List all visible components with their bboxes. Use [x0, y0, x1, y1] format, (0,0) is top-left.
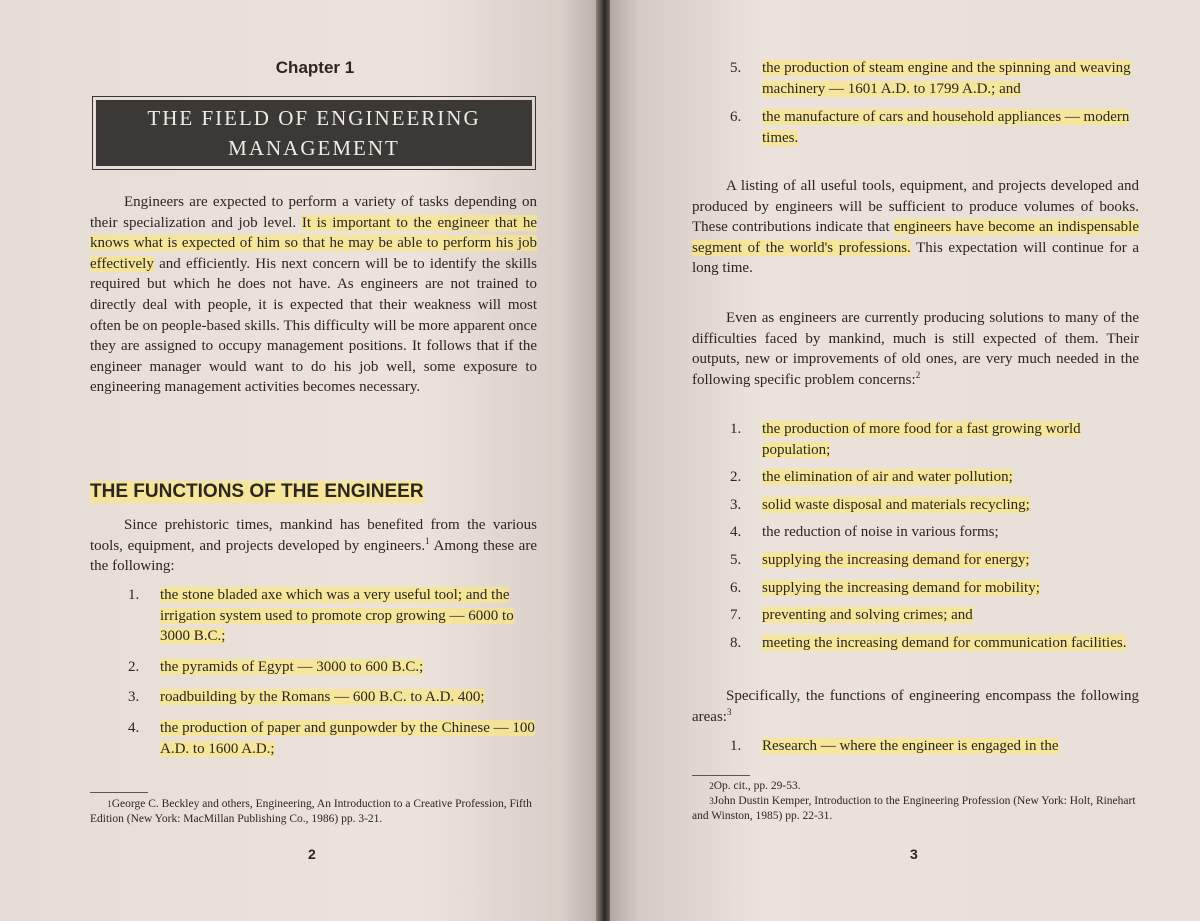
list-item-number: 4. — [128, 719, 140, 736]
footnote-text: George C. Beckley and others, Engineering, An Introduction to a Creative Profession, Fifth Edition (New York: MacMillan Publishing Co., 1986) pp. 3-21. — [90, 798, 532, 825]
list-item — [730, 522, 1140, 543]
list-item — [730, 495, 1140, 516]
intro-highlighted-text: It is important to the engineer that he knows what is expected of him so that he may be able to perform his job effectively — [90, 214, 537, 272]
list-item-text: preventing and solving crimes; and — [762, 607, 973, 624]
historic-contributions-list-continued — [730, 58, 1140, 148]
functions-intro-text: Since prehistoric times, mankind has benefited from the various tools, equipment, and projects developed by engineers. — [90, 517, 537, 554]
right-page — [610, 0, 1200, 921]
listing-paragraph — [692, 176, 1139, 279]
list-item — [730, 633, 1140, 654]
list-item-text: Research — where the engineer is engaged in the — [762, 738, 1059, 754]
footnote-ref-3: 3 — [726, 706, 732, 717]
list-item-text: supplying the increasing demand for mobility; — [762, 579, 1040, 596]
list-item-number: 3. — [730, 496, 742, 513]
list-item-number: 1. — [730, 738, 742, 754]
footnote-2 — [692, 779, 1139, 794]
chapter-title-line-1: THE FIELD OF ENGINEERING — [147, 106, 481, 130]
list-item-text: the elimination of air and water pollution; — [762, 469, 1013, 486]
list-item-text: the manufacture of cars and household appliances — modern times. — [762, 109, 1130, 146]
functions-intro-paragraph — [90, 515, 537, 577]
functions-intro-text-end: Among these are the following: — [90, 537, 537, 575]
footnote-3 — [692, 794, 1139, 824]
concerns-intro-text: Even as engineers are currently producing solutions to many of the difficulties faced by mankind, much is still expected of them. Their outputs, new or improvements of old ones, are very much needed in the following specific problem concerns: — [692, 310, 1139, 388]
functions-areas-list — [730, 736, 1140, 757]
list-item-text: the stone bladed axe which was a very useful tool; and the irrigation system used to promote crop growing — 6000 to 3000 B.C.; — [160, 587, 514, 645]
concerns-intro-paragraph — [692, 308, 1139, 390]
section-heading: THE FUNCTIONS OF THE ENGINEER — [90, 481, 424, 502]
list-item — [730, 419, 1140, 460]
listing-highlighted-text: engineers have become an indispensable segment of the world's professions. — [692, 219, 1139, 256]
list-item-number: 6. — [730, 579, 742, 596]
list-item-number: 1. — [128, 587, 140, 603]
list-item-number: 5. — [730, 551, 742, 568]
page-number-left: 2 — [308, 846, 316, 862]
chapter-title-line-2: MANAGEMENT — [228, 136, 400, 160]
footnote-ref-2: 2 — [915, 369, 921, 380]
list-item — [730, 550, 1140, 571]
intro-text: Engineers are expected to perform a variety of tasks depending on their specialization and job level. — [90, 194, 537, 231]
list-item-number: 7. — [730, 607, 742, 624]
left-page — [0, 0, 598, 921]
list-item-text: solid waste disposal and materials recycling; — [762, 496, 1030, 513]
list-item — [730, 58, 1140, 99]
list-item-number: 2. — [128, 658, 140, 675]
listing-text-end: This expectation will continue for a long time. — [692, 239, 1140, 277]
list-item-text: the pyramids of Egypt — 3000 to 600 B.C.; — [160, 658, 424, 675]
footnote-number: 1 — [107, 799, 112, 809]
list-item-number: 4. — [730, 524, 742, 541]
list-item-number: 6. — [730, 109, 742, 126]
list-item — [730, 107, 1140, 148]
functions-areas-text: Specifically, the functions of engineering encompass the following areas: — [692, 688, 1139, 725]
historic-contributions-list — [128, 585, 538, 759]
intro-rest-text: and efficiently. His next concern will be to identify the skills required but which he does not have. As engineers are not trained to directly deal with people, it is expected that their weakness will most often be on people-based skills. This difficulty will be more apparent once they are assigned to occupy management positions. It follows that if the engineer manager would want to do his job well, some exposure to engineering management activities becomes necessary. — [90, 255, 537, 396]
intro-paragraph — [90, 192, 537, 398]
list-item-number: 2. — [730, 469, 742, 486]
footnote-text: Op. cit., pp. 29-53. — [713, 780, 801, 792]
list-item-text: supplying the increasing demand for energy; — [762, 551, 1030, 568]
list-item — [730, 605, 1140, 626]
list-item — [128, 657, 538, 678]
functions-areas-paragraph — [692, 686, 1139, 727]
list-item — [128, 585, 538, 647]
list-item-number: 1. — [730, 421, 742, 437]
chapter-label: Chapter 1 — [275, 58, 355, 77]
list-item-text: roadbuilding by the Romans — 600 B.C. to A.D. 400; — [160, 689, 485, 706]
chapter-title — [96, 100, 532, 166]
footnotes — [90, 797, 537, 827]
list-item — [730, 578, 1140, 599]
list-item — [128, 718, 538, 759]
list-item-text: the production of paper and gunpowder by the Chinese — 100 A.D. to 1600 A.D.; — [160, 719, 535, 757]
footnote-number: 2 — [709, 781, 714, 791]
footnote-text: John Dustin Kemper, Introduction to the Engineering Profession (New York: Holt, Rinehart and Winston, 1985) pp. 22-31. — [692, 795, 1136, 822]
list-item — [730, 736, 1140, 757]
list-item-number: 5. — [730, 60, 742, 76]
list-item-text: meeting the increasing demand for communication facilities. — [762, 634, 1127, 651]
list-item-number: 3. — [128, 689, 140, 706]
list-item-text: the production of more food for a fast growing world population; — [762, 421, 1081, 458]
listing-text: A listing of all useful tools, equipment, and projects developed and produced by engineers will be sufficient to produce volumes of books. These contributions indicate that — [692, 178, 1139, 236]
list-item-number: 8. — [730, 634, 742, 651]
chapter-title-box — [92, 96, 536, 170]
list-item — [128, 687, 538, 708]
problem-concerns-list — [730, 419, 1140, 653]
footnote-divider — [692, 775, 750, 776]
list-item-text: the production of steam engine and the spinning and weaving machinery — 1601 A.D. to 1799 A.D.; and — [762, 60, 1131, 97]
page-number-right: 3 — [910, 846, 918, 862]
list-item-text: the reduction of noise in various forms; — [762, 524, 999, 541]
footnote-divider — [90, 792, 148, 793]
footnotes — [692, 779, 1139, 824]
footnote-number: 3 — [709, 796, 714, 806]
list-item — [730, 467, 1140, 488]
footnote-ref-1: 1 — [425, 535, 430, 546]
footnote-1 — [90, 797, 537, 827]
